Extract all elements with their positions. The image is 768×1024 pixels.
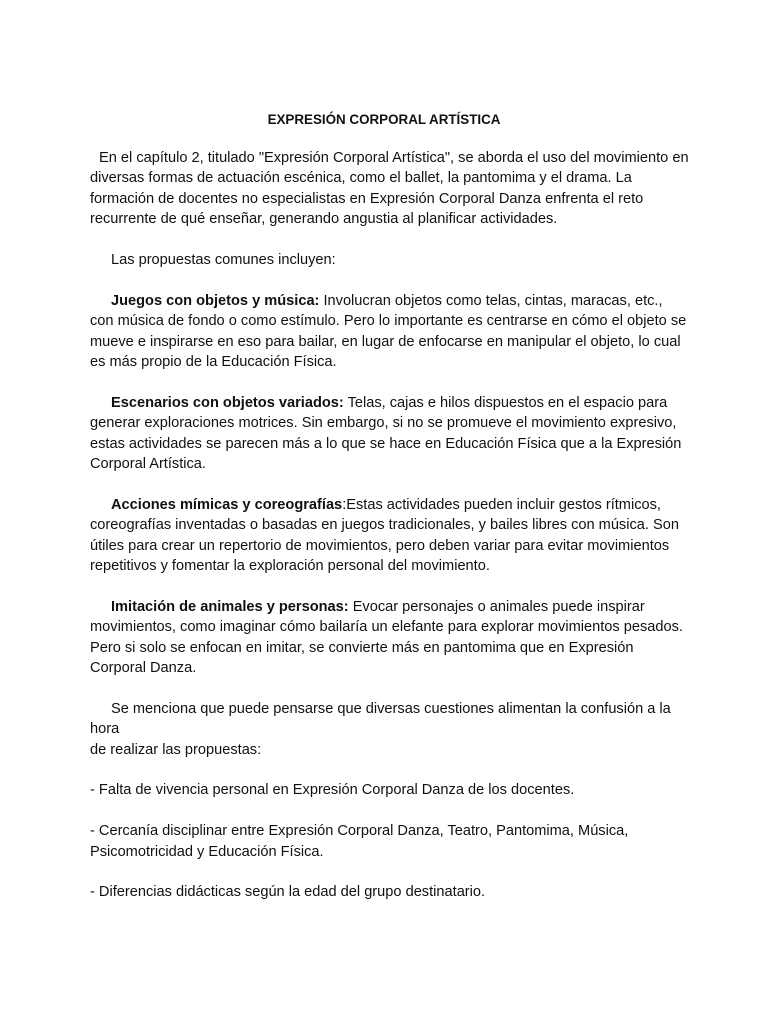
proposal-paragraph xyxy=(90,291,690,373)
proposals-intro: Las propuestas comunes incluyen: xyxy=(111,252,336,269)
proposal-text: Involucran objetos como telas, cintas, maracas, etc., con música de fondo o como estímulo. Pero lo importante es centrarse en cómo el objeto se mueve e inspirarse en eso para bailar, en lugar de enfocarse en manipular el objeto, lo cual es más propio de la Educación Física. xyxy=(90,292,687,371)
proposal-paragraph xyxy=(90,495,690,577)
document-title: EXPRESIÓN CORPORAL ARTÍSTICA xyxy=(267,112,501,127)
document-body xyxy=(90,148,690,923)
intro-paragraph: En el capítulo 2, titulado "Expresión Corporal Artística", se aborda el uso del movimiento en diversas formas de actuación escénica, como el ballet, la pantomima y el drama. La formación de docentes no especialistas en Expresión Corporal Danza enfrenta el reto recurrente de qué enseñar, generando angustia al planificar actividades. xyxy=(90,150,689,228)
issue-item: - Cercanía disciplinar entre Expresión Corporal Danza, Teatro, Pantomima, Música, Psicomotricidad y Educación Física. xyxy=(90,823,629,860)
proposal-paragraph xyxy=(90,393,690,475)
confusion-line-1: Se menciona que puede pensarse que diversas cuestiones alimentan la confusión a la hora xyxy=(90,700,671,738)
confusion-line-2: de realizar las propuestas: xyxy=(90,741,262,758)
proposal-paragraph xyxy=(90,597,690,679)
proposal-text: Evocar personajes o animales puede inspirar movimientos, como imaginar cómo bailaría un elefante para explorar movimientos pesados. Pero si solo se enfocan en imitar, se convierte más en pantomima que en Expresión Corporal Danza. xyxy=(90,598,683,677)
proposal-text: Telas, cajas e hilos dispuestos en el espacio para generar exploraciones motrices. Sin embargo, si no se promueve el movimiento expresivo, estas actividades se parecen más a lo que se hace en Educación Física que a la Expresión Corporal Artística. xyxy=(90,394,682,473)
issue-item: - Diferencias didácticas según la edad del grupo destinatario. xyxy=(90,884,486,901)
proposal-heading: Imitación de animales y personas: xyxy=(111,598,349,615)
proposal-heading: Acciones mímicas y coreografías xyxy=(111,496,343,513)
confusion-paragraph xyxy=(90,699,690,760)
proposal-text: :Estas actividades pueden incluir gestos rítmicos, coreografías inventadas o basadas en juegos tradicionales, y bailes libres con música. Son útiles para crear un repertorio de movimientos, pero deben variar para evitar movimientos repetitivos y fomentar la exploración personal del movimiento. xyxy=(90,496,679,575)
issue-item: - Falta de vivencia personal en Expresión Corporal Danza de los docentes. xyxy=(90,782,575,799)
proposal-heading: Juegos con objetos y música: xyxy=(111,292,320,309)
proposal-heading: Escenarios con objetos variados: xyxy=(111,394,344,411)
